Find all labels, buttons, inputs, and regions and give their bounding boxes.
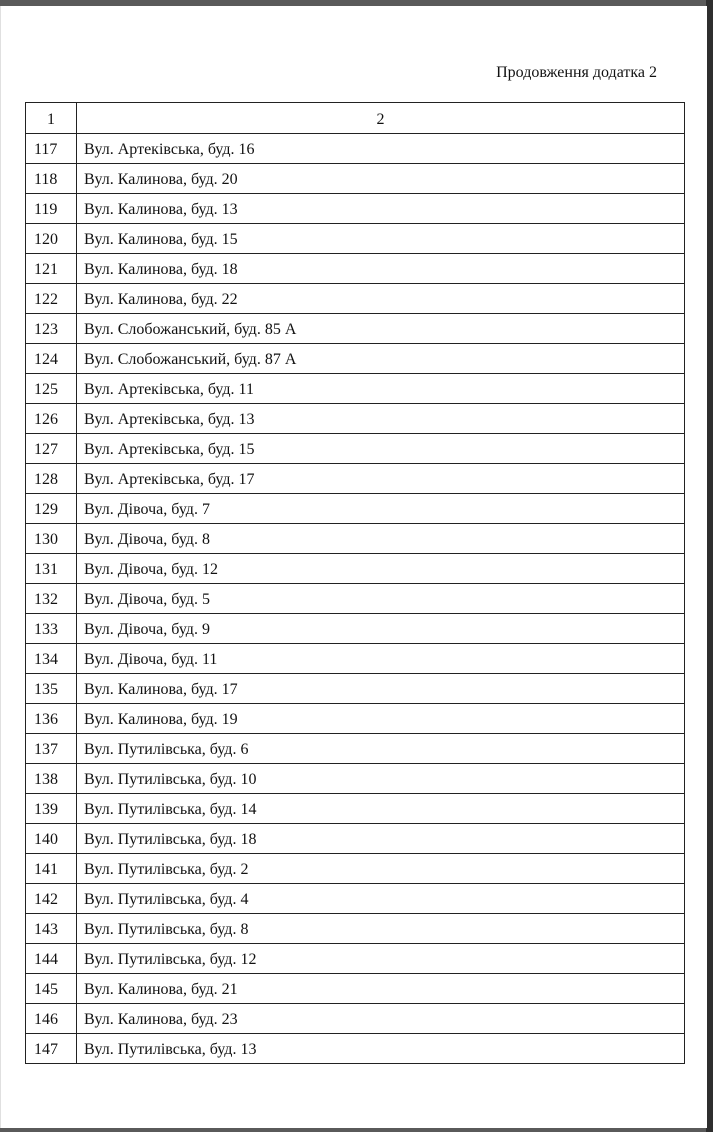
- row-address: Вул. Артеківська, буд. 16: [77, 134, 685, 164]
- row-address: Вул. Калинова, буд. 20: [77, 164, 685, 194]
- row-number: 129: [26, 494, 77, 524]
- row-address: Вул. Артеківська, буд. 15: [77, 434, 685, 464]
- row-number: 144: [26, 944, 77, 974]
- row-number: 125: [26, 374, 77, 404]
- table-row: [26, 974, 685, 1004]
- row-number: 136: [26, 704, 77, 734]
- row-address: Вул. Дівоча, буд. 5: [77, 584, 685, 614]
- row-number: 130: [26, 524, 77, 554]
- row-number: 128: [26, 464, 77, 494]
- row-address: Вул. Калинова, буд. 19: [77, 704, 685, 734]
- row-number: 147: [26, 1034, 77, 1064]
- address-table: [25, 102, 685, 1064]
- row-number: 146: [26, 1004, 77, 1034]
- table-row: [26, 944, 685, 974]
- row-number: 123: [26, 314, 77, 344]
- column-header-number: 1: [26, 103, 77, 134]
- table-row: [26, 884, 685, 914]
- row-address: Вул. Путилівська, буд. 6: [77, 734, 685, 764]
- table-row: [26, 914, 685, 944]
- row-number: 127: [26, 434, 77, 464]
- row-address: Вул. Калинова, буд. 23: [77, 1004, 685, 1034]
- page-heading: Продовження додатка 2: [496, 64, 657, 81]
- table-row: [26, 674, 685, 704]
- row-number: 141: [26, 854, 77, 884]
- table-row: [26, 284, 685, 314]
- row-number: 133: [26, 614, 77, 644]
- table-row: [26, 584, 685, 614]
- row-address: Вул. Дівоча, буд. 7: [77, 494, 685, 524]
- row-address: Вул. Калинова, буд. 13: [77, 194, 685, 224]
- row-address: Вул. Путилівська, буд. 10: [77, 764, 685, 794]
- row-address: Вул. Дівоча, буд. 8: [77, 524, 685, 554]
- table-row: [26, 794, 685, 824]
- column-header-address: 2: [77, 103, 685, 134]
- row-address: Вул. Путилівська, буд. 4: [77, 884, 685, 914]
- row-address: Вул. Путилівська, буд. 8: [77, 914, 685, 944]
- table-row: [26, 374, 685, 404]
- table-row: [26, 434, 685, 464]
- row-number: 139: [26, 794, 77, 824]
- table-row: [26, 404, 685, 434]
- row-address: Вул. Путилівська, буд. 18: [77, 824, 685, 854]
- row-number: 126: [26, 404, 77, 434]
- row-number: 140: [26, 824, 77, 854]
- row-number: 124: [26, 344, 77, 374]
- row-number: 135: [26, 674, 77, 704]
- table-row: [26, 554, 685, 584]
- row-number: 142: [26, 884, 77, 914]
- row-address: Вул. Калинова, буд. 15: [77, 224, 685, 254]
- row-number: 134: [26, 644, 77, 674]
- table-row: [26, 224, 685, 254]
- row-address: Вул. Слобожанський, буд. 85 А: [77, 314, 685, 344]
- table-row: [26, 764, 685, 794]
- table-row: [26, 1034, 685, 1064]
- table-row: [26, 194, 685, 224]
- row-address: Вул. Дівоча, буд. 11: [77, 644, 685, 674]
- row-number: 132: [26, 584, 77, 614]
- viewer-scrollbar[interactable]: [706, 0, 713, 1132]
- row-address: Вул. Калинова, буд. 17: [77, 674, 685, 704]
- row-number: 118: [26, 164, 77, 194]
- table-row: [26, 314, 685, 344]
- row-address: Вул. Дівоча, буд. 12: [77, 554, 685, 584]
- table-row: [26, 1004, 685, 1034]
- table-row: [26, 464, 685, 494]
- row-number: 120: [26, 224, 77, 254]
- table-row: [26, 704, 685, 734]
- row-number: 121: [26, 254, 77, 284]
- table-row: [26, 344, 685, 374]
- table-row: [26, 494, 685, 524]
- table-row: [26, 164, 685, 194]
- row-address: Вул. Путилівська, буд. 13: [77, 1034, 685, 1064]
- row-address: Вул. Калинова, буд. 22: [77, 284, 685, 314]
- row-address: Вул. Слобожанський, буд. 87 А: [77, 344, 685, 374]
- row-number: 143: [26, 914, 77, 944]
- row-address: Вул. Артеківська, буд. 11: [77, 374, 685, 404]
- table-row: [26, 254, 685, 284]
- table-row: [26, 734, 685, 764]
- row-number: 122: [26, 284, 77, 314]
- table-row: [26, 644, 685, 674]
- row-address: Вул. Калинова, буд. 21: [77, 974, 685, 1004]
- row-number: 119: [26, 194, 77, 224]
- table-row: [26, 824, 685, 854]
- table-header-row: [26, 103, 685, 134]
- document-page: [0, 6, 707, 1128]
- row-address: Вул. Калинова, буд. 18: [77, 254, 685, 284]
- table-row: [26, 524, 685, 554]
- row-address: Вул. Путилівська, буд. 2: [77, 854, 685, 884]
- table-row: [26, 134, 685, 164]
- row-number: 145: [26, 974, 77, 1004]
- row-number: 131: [26, 554, 77, 584]
- row-number: 137: [26, 734, 77, 764]
- row-address: Вул. Путилівська, буд. 12: [77, 944, 685, 974]
- row-number: 117: [26, 134, 77, 164]
- row-address: Вул. Артеківська, буд. 13: [77, 404, 685, 434]
- row-address: Вул. Путилівська, буд. 14: [77, 794, 685, 824]
- row-number: 138: [26, 764, 77, 794]
- table-row: [26, 854, 685, 884]
- table-row: [26, 614, 685, 644]
- row-address: Вул. Артеківська, буд. 17: [77, 464, 685, 494]
- row-address: Вул. Дівоча, буд. 9: [77, 614, 685, 644]
